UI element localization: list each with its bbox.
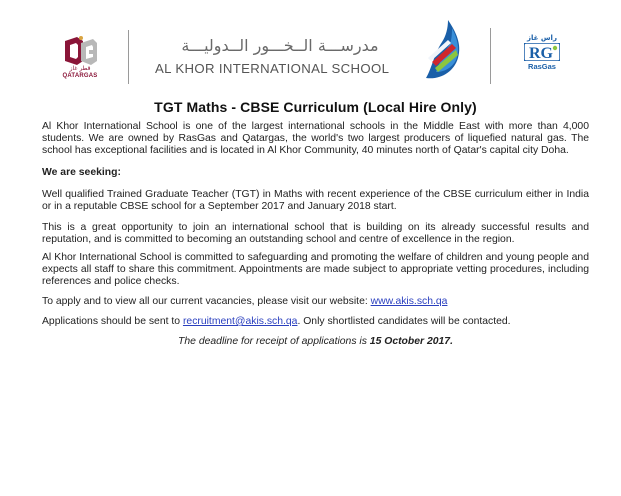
deadline-prefix: The deadline for receipt of applications is <box>178 335 370 347</box>
logo-divider-left <box>128 30 129 84</box>
svg-text:RG: RG <box>529 45 553 61</box>
safeguarding-paragraph: Al Khor International School is committed to safeguarding and promoting the welfare of children and young people and expects all staff to share this commitment. Appointments are made subject to appropriate vetting procedures, including references and police checks. <box>42 252 589 288</box>
applications-paragraph <box>42 316 589 328</box>
opportunity-paragraph: This is a great opportunity to join an international school that is building on its already successful results and reputation, and is committed to becoming an outstanding school and centre of excellence in the region. <box>42 222 589 246</box>
qatargas-arabic-name: قطر غاز <box>69 65 91 72</box>
deadline-paragraph <box>42 336 589 348</box>
school-name-english: AL KHOR INTERNATIONAL SCHOOL <box>155 61 390 76</box>
rasgas-mark-icon <box>524 43 560 61</box>
page-header <box>0 0 621 95</box>
qatargas-mark-icon <box>61 35 99 67</box>
school-flame-logo-icon <box>418 18 466 84</box>
applications-suffix: . Only shortlisted candidates will be contacted. <box>297 315 511 327</box>
website-link[interactable]: www.akis.sch.qa <box>370 295 448 307</box>
rasgas-arabic-name: راس غاز <box>527 34 557 42</box>
job-posting <box>42 99 589 348</box>
logo-divider-right <box>490 28 491 84</box>
email-link[interactable]: recruitment@akis.sch.qa <box>182 315 298 327</box>
rasgas-name: RasGas <box>528 62 556 71</box>
page-title: TGT Maths - CBSE Curriculum (Local Hire Only) <box>154 99 477 115</box>
school-name-arabic: مدرســـة الــخـــور الــدوليـــة <box>181 36 379 55</box>
apply-paragraph <box>42 296 589 308</box>
qatargas-name: QATARGAS <box>62 73 98 79</box>
seeking-heading: We are seeking: <box>42 166 121 178</box>
role-description-paragraph: Well qualified Trained Graduate Teacher (TGT) in Maths with recent experience of the CBSE curriculum either in India or in a reputable CBSE school for a September 2017 and January 2018 start. <box>42 188 589 212</box>
applications-prefix: Applications should be sent to <box>42 315 183 327</box>
apply-text: To apply and to view all our current vacancies, please visit our website: <box>42 295 371 307</box>
qatargas-logo <box>55 35 105 83</box>
deadline-date: 15 October 2017. <box>369 335 453 347</box>
rasgas-logo <box>517 34 567 74</box>
intro-paragraph: Al Khor International School is one of the largest international schools in the Middle East with more than 4,000 students. We are owned by RasGas and Qatargas, the world's two largest producers of liquefied natural gas. The school has exceptional facilities and is located in Al Khor Community, 40 minutes north of Qatar's capital city Doha. <box>42 121 589 156</box>
